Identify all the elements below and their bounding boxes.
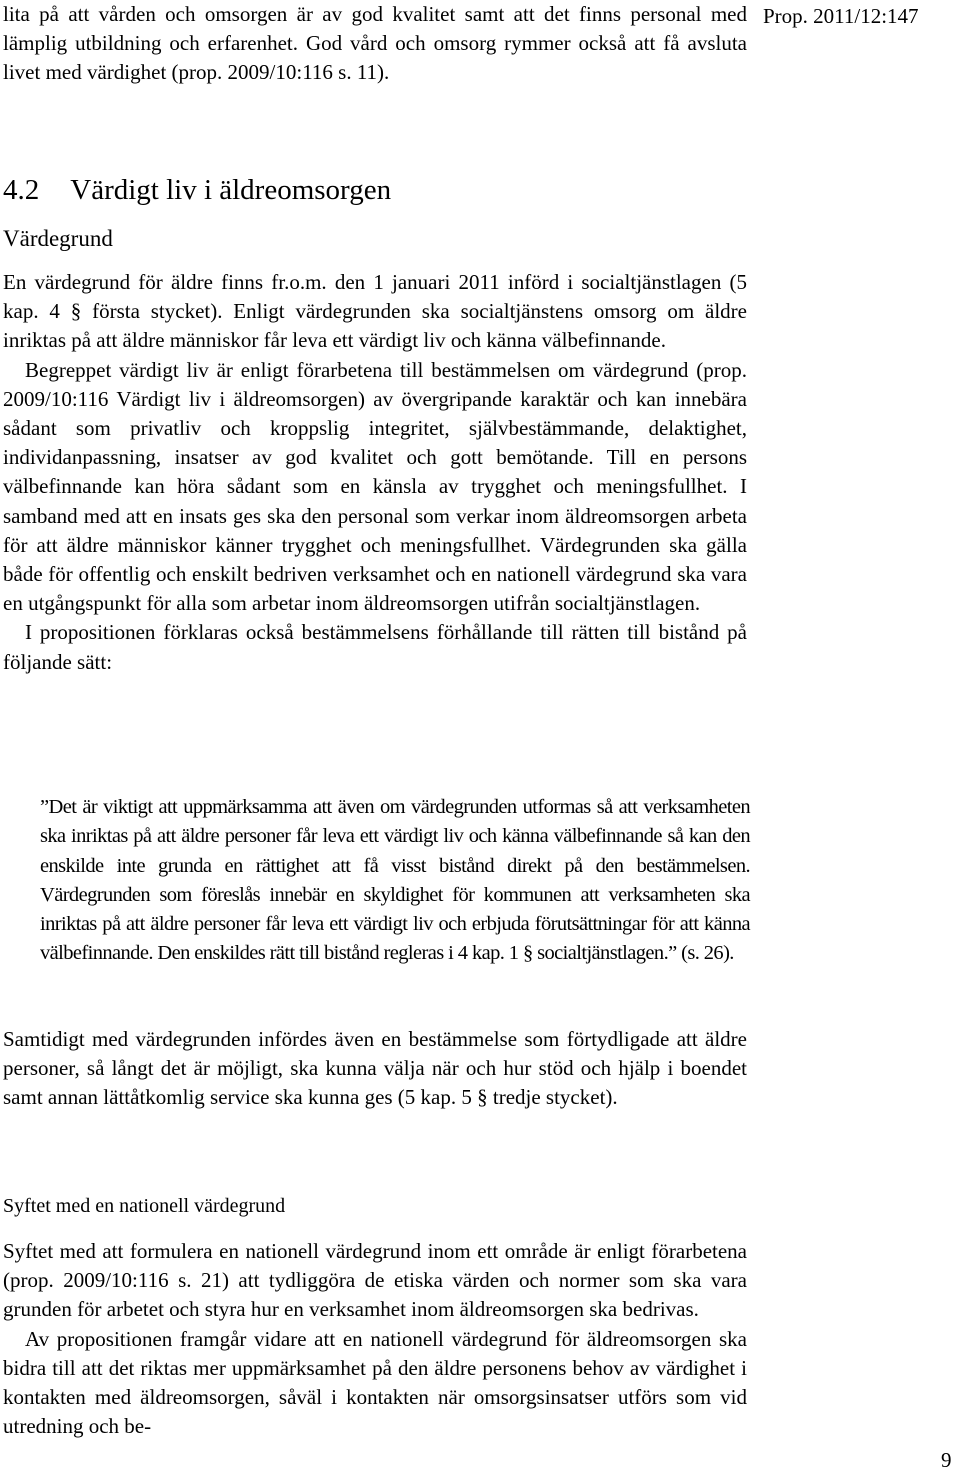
subheading-vardegrund: Värdegrund [3,226,113,251]
block-quote [40,793,750,969]
paragraph: Syftet med att formulera en nationell värdegrund inom ett område är enligt förarbetena (prop. 2009/10:116 s. 21) att tydliggöra de etiska värden och normer som ska vara grunden för arbetet och styra hur en verksamhet inom äldreomsorgen ska bedrivas. [3,1239,747,1322]
quote-text: ”Det är viktigt att uppmärksamma att även om värdegrunden utformas så att verksamheten ska inriktas på att äldre personer får leva ett värdigt liv och känna välbefinnande så kan den enskilde inte grunda en rättighet att få visst bistånd direkt på den bestämmelsen. Värdegrunden som föreslås innebär en skyldighet för kommunen att verksamheten ska inriktas på att äldre personer får leva ett värdigt liv och erbjuda förutsättningar för att känna välbefinnande. Den enskildes rätt till bistånd regleras i 4 kap. 1 § socialtjänstlagen.” (s. 26). [40,796,750,965]
paragraph: Samtidigt med värdegrunden infördes även en bestämmelse som förtydligade att äldre personer, så långt det är möjligt, ska kunna välja när och hur stöd och hjälp i boendet samt annan lättåtkomlig service ska kunna ges (5 kap. 5 § tredje stycket). [3,1027,747,1110]
section-number: 4.2 [3,174,40,206]
paragraph: Av propositionen framgår vidare att en nationell värdegrund för äldreomsorgen ska bidra till att det riktas mer uppmärksamhet på den äldre personens behov av värdighet i kontakten med äldreomsorgen, såväl i kontakten när omsorgsinsatser utförs som vid utredning och be- [3,1326,747,1439]
section-title: Värdigt liv i äldreomsorgen [70,174,392,206]
section-body [3,268,747,677]
paragraph: En värdegrund för äldre finns fr.o.m. den 1 januari 2011 införd i socialtjänstlagen (5 kap. 4 § första stycket). Enligt värdegrunden ska socialtjänstens omsorg om äldre inriktas på att äldre människor får leva ett värdigt liv och känna välbefinnande. [3,270,747,353]
paragraph: I propositionen förklaras också bestämmelsens förhållande till rätten till bistånd på följande sätt: [3,620,747,674]
subsection-body [3,1237,747,1441]
paragraph: Begreppet värdigt liv är enligt förarbetena till bestämmelsen om värdegrund (prop. 2009/10:116 Värdigt liv i äldreomsorgen) av övergripande karaktär och kan innebära sådant som privatliv och kroppslig integritet, självbestämmande, delaktighet, individanpassning, insatser av god kvalitet och gott bemötande. Till en persons välbefinnande kan höra sådant som en känsla av trygghet och meningsfullhet. I samband med att en insats ges ska den personal som verkar inom äldreomsorgen arbeta för att äldre människor känner trygghet och meningsfullhet. Värdegrunden ska gälla både för offentlig och enskilt bedriven verksamhet och en nationell värdegrund ska vara en utgångspunkt för alla som arbetar inom äldreomsorgen utifrån socialtjänstlagen. [3,357,747,616]
after-quote-block [3,1025,747,1113]
page-number: 9 [941,1448,952,1472]
prop-reference: Prop. 2011/12:147 [763,4,919,28]
section-heading [3,173,391,207]
subsection-heading: Syftet med en nationell värdegrund [3,1195,286,1217]
intro-block [3,0,747,88]
intro-paragraph: lita på att vården och omsorgen är av god kvalitet samt att det finns personal med lämplig utbildning och erfarenhet. God vård och omsorg rymmer också att få avsluta livet med värdighet (prop. 2009/10:116 s. 11). [3,2,747,85]
